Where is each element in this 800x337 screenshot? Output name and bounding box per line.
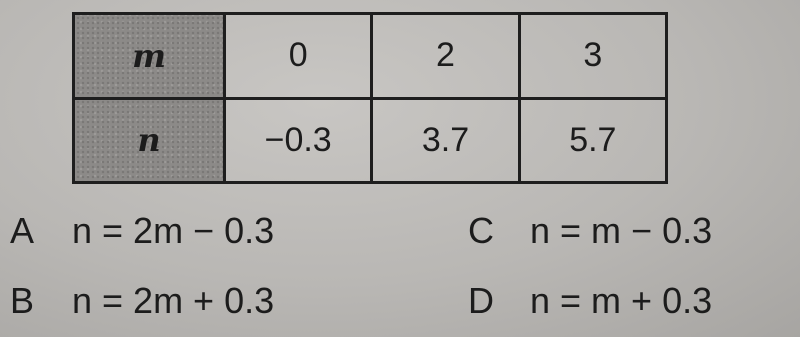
table-cell: 3.7 (372, 98, 519, 183)
choice-c[interactable] (468, 210, 712, 252)
table-cell: 5.7 (519, 98, 666, 183)
table-cell: 2 (372, 14, 519, 99)
choice-letter: A (10, 210, 35, 251)
choice-b[interactable] (10, 280, 274, 322)
table-cell: 3 (519, 14, 666, 99)
row-header-n: n (74, 98, 225, 183)
choice-letter: D (468, 280, 494, 321)
choice-letter: B (10, 280, 35, 321)
choice-letter: C (468, 210, 494, 251)
table-cell: −0.3 (225, 98, 372, 183)
choice-equation: n = m − 0.3 (530, 210, 713, 251)
choice-equation: n = 2m − 0.3 (72, 210, 275, 251)
row-header-m: m (74, 14, 225, 99)
choice-a[interactable] (10, 210, 274, 252)
table-cell: 0 (225, 14, 372, 99)
choice-d[interactable] (468, 280, 712, 322)
choice-equation: n = 2m + 0.3 (72, 280, 275, 321)
choice-equation: n = m + 0.3 (530, 280, 713, 321)
